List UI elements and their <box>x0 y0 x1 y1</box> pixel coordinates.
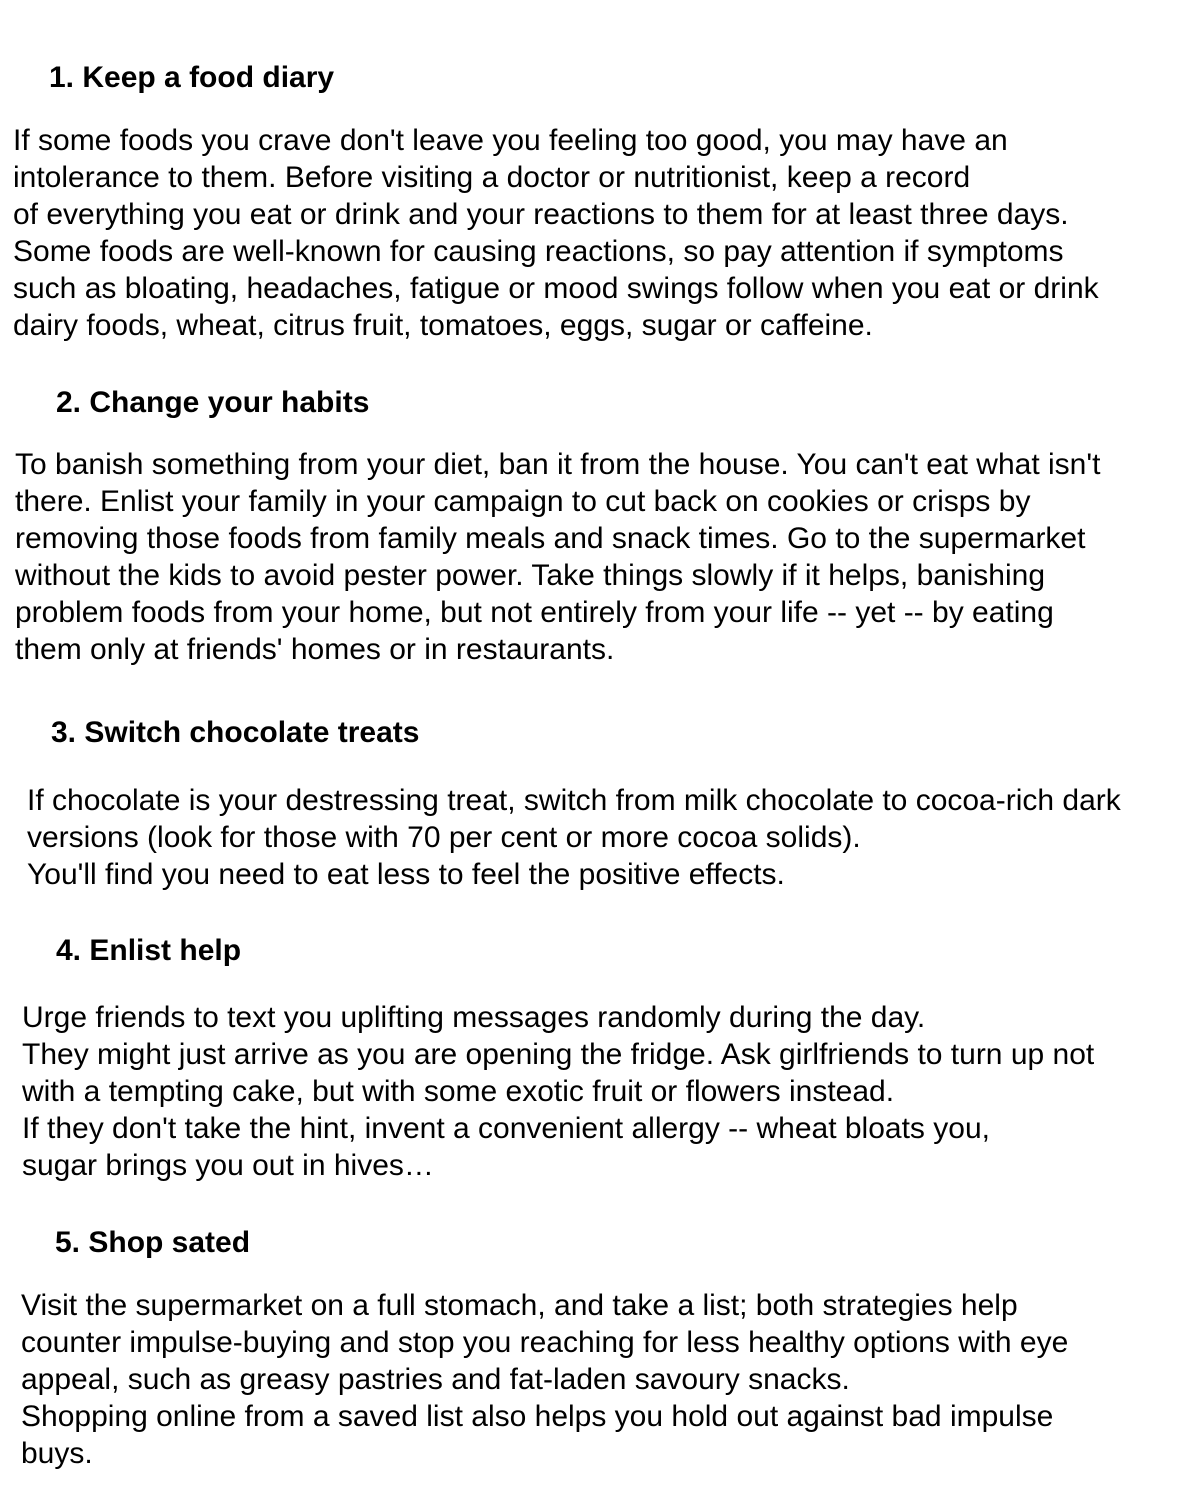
tip-4-line: sugar brings you out in hives… <box>22 1149 434 1182</box>
tip-3-body <box>27 782 1121 893</box>
tip-3-line: If chocolate is your destressing treat, switch from milk chocolate to cocoa-rich dark <box>27 784 1121 817</box>
tip-2-line: without the kids to avoid pester power. Take things slowly if it helps, banishing <box>15 559 1046 592</box>
tip-1-body <box>13 122 1099 344</box>
tip-2-line: there. Enlist your family in your campaign to cut back on cookies or crisps by <box>15 485 1031 518</box>
tip-4-line: If they don't take the hint, invent a convenient allergy -- wheat bloats you, <box>22 1112 990 1145</box>
tip-4-line: Urge friends to text you uplifting messages randomly during the day. <box>22 1001 926 1034</box>
tip-2-line: To banish something from your diet, ban it from the house. You can't eat what isn't <box>15 448 1101 481</box>
tip-5-line: counter impulse-buying and stop you reaching for less healthy options with eye <box>21 1326 1069 1359</box>
tip-2-line: them only at friends' homes or in restaurants. <box>15 633 615 666</box>
tip-5-line: Visit the supermarket on a full stomach, and take a list; both strategies help <box>21 1289 1018 1322</box>
tip-3-line: You'll find you need to eat less to feel the positive effects. <box>27 858 785 891</box>
tip-3-line: versions (look for those with 70 per cent or more cocoa solids). <box>27 821 861 854</box>
tip-1-line: Some foods are well-known for causing reactions, so pay attention if symptoms <box>13 235 1064 268</box>
tip-2-body <box>15 446 1100 668</box>
tip-5-body <box>21 1287 1068 1472</box>
tip-1-heading: 1. Keep a food diary <box>49 61 335 94</box>
tip-3-heading: 3. Switch chocolate treats <box>51 716 420 749</box>
tip-5-line: buys. <box>21 1437 93 1470</box>
tip-1-line: of everything you eat or drink and your reactions to them for at least three days. <box>13 198 1069 231</box>
tip-4-line: They might just arrive as you are opening the fridge. Ask girlfriends to turn up not <box>22 1038 1095 1071</box>
tip-1-line: such as bloating, headaches, fatigue or mood swings follow when you eat or drink <box>13 272 1099 305</box>
tip-5-heading: 5. Shop sated <box>55 1226 251 1259</box>
tip-4-line: with a tempting cake, but with some exotic fruit or flowers instead. <box>22 1075 895 1108</box>
tip-5-line: appeal, such as greasy pastries and fat-laden savoury snacks. <box>21 1363 850 1396</box>
tip-2-line: problem foods from your home, but not entirely from your life -- yet -- by eating <box>15 596 1054 629</box>
tip-5-line: Shopping online from a saved list also helps you hold out against bad impulse <box>21 1400 1054 1433</box>
tip-1-line: intolerance to them. Before visiting a doctor or nutritionist, keep a record <box>13 161 971 194</box>
tip-4-heading: 4. Enlist help <box>56 934 242 967</box>
tip-1-line: If some foods you crave don't leave you feeling too good, you may have an <box>13 124 1008 157</box>
tip-2-line: removing those foods from family meals and snack times. Go to the supermarket <box>15 522 1086 555</box>
tip-1-line: dairy foods, wheat, citrus fruit, tomatoes, eggs, sugar or caffeine. <box>13 309 873 342</box>
tip-4-body <box>22 999 1094 1184</box>
tip-2-heading: 2. Change your habits <box>56 386 370 419</box>
